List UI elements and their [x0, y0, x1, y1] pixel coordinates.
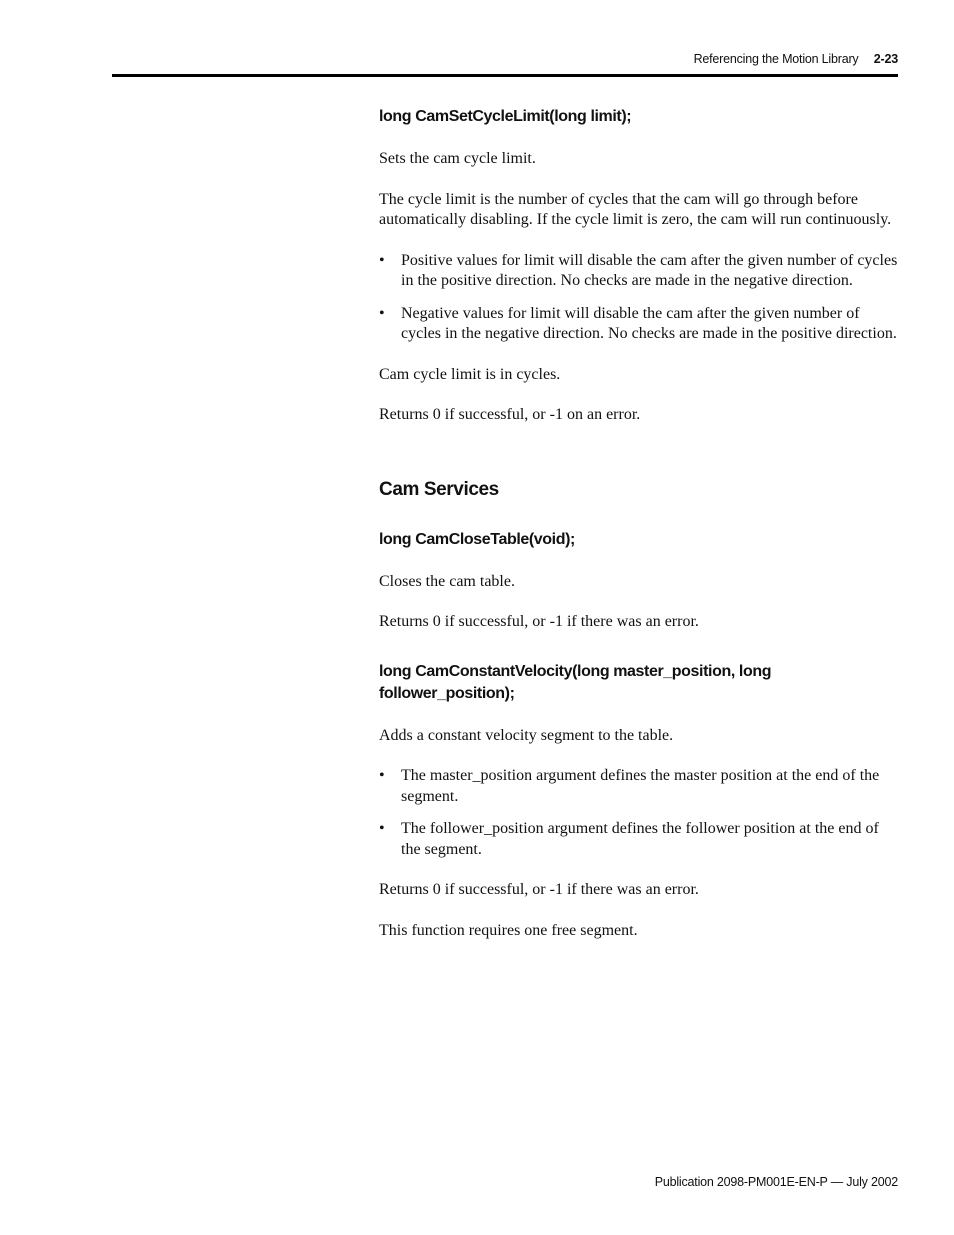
bullet-marker: • — [379, 251, 385, 269]
page-number: 2-23 — [873, 52, 898, 66]
camsetcyclelimit-summary: Sets the cam cycle limit. — [379, 150, 536, 167]
header-rule — [112, 74, 898, 77]
bullet-marker: • — [379, 767, 385, 784]
camsetcyclelimit-returns: Returns 0 if successful, or -1 on an error. — [379, 406, 641, 423]
list-item — [379, 304, 899, 345]
bullet-marker: • — [379, 820, 385, 837]
camclosetable-returns: Returns 0 if successful, or -1 if there was an error. — [379, 613, 699, 630]
header-section-title: Referencing the Motion Library — [693, 52, 859, 66]
list-item — [379, 766, 899, 807]
running-header — [694, 52, 898, 66]
publication-footer: Publication 2098-PM001E-EN-P — July 2002 — [654, 1175, 898, 1189]
camsetcyclelimit-description: The cycle limit is the number of cycles that the cam will go through before automatically disabling. If the cycle limit is zero, the cam will run continuously. — [379, 190, 892, 228]
list-item-text: Positive values for limit will disable the cam after the given number of cycles in the positive direction. No checks are made in the negative direction. — [401, 251, 898, 289]
camconstantvelocity-returns: Returns 0 if successful, or -1 if there was an error. — [379, 881, 699, 898]
list-item-text: The master_position argument defines the master position at the end of the segment. — [401, 767, 880, 805]
list-item-text: The follower_position argument defines the follower position at the end of the segment. — [401, 820, 879, 858]
list-item-text: Negative values for limit will disable the cam after the given number of cycles in the negative direction. No checks are made in the positive direction. — [401, 304, 897, 342]
camclosetable-title: long CamCloseTable(void); — [379, 530, 575, 548]
camconstantvelocity-bullet-list — [379, 766, 899, 860]
camconstantvelocity-summary: Adds a constant velocity segment to the table. — [379, 726, 674, 744]
page-content — [379, 106, 899, 961]
camsetcyclelimit-units: Cam cycle limit is in cycles. — [379, 365, 561, 383]
camclosetable-summary: Closes the cam table. — [379, 572, 515, 590]
camconstantvelocity-note: This function requires one free segment. — [379, 921, 638, 939]
section-heading: Cam Services — [379, 478, 499, 500]
camsetcyclelimit-title: long CamSetCycleLimit(long limit); — [379, 108, 632, 125]
camsetcyclelimit-bullet-list — [379, 251, 899, 345]
bullet-marker: • — [379, 304, 385, 322]
list-item — [379, 251, 899, 292]
camconstantvelocity-title: long CamConstantVelocity(long master_position, long follower_position); — [379, 662, 772, 702]
list-item — [379, 819, 899, 860]
